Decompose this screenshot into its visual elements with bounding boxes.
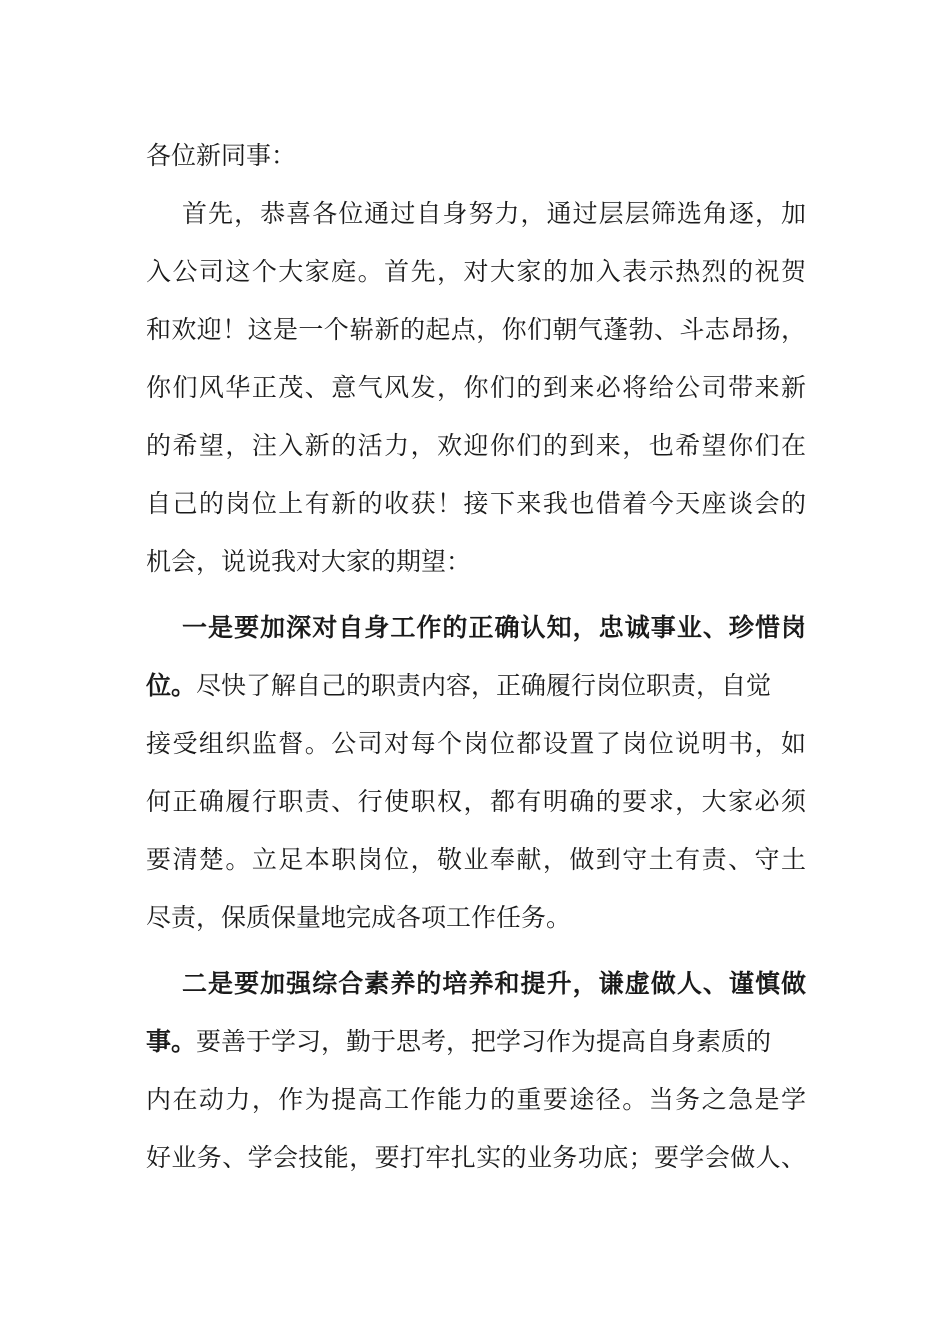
- para2-line-2-text: 尽快了解自己的职责内容，正确履行岗位职责，自觉: [196, 671, 772, 700]
- para2-line-3: 接受组织监督。公司对每个岗位都设置了岗位说明书，如: [146, 729, 806, 758]
- para3-heading-end: 事。: [146, 1027, 197, 1056]
- salutation: 各位新同事：: [146, 141, 297, 170]
- para1-line-5: 的希望，注入新的活力，欢迎你们的到来，也希望你们在: [146, 431, 806, 460]
- para3-heading-line-1: 二是要加强综合素养的培养和提升，谦虚做人、谨慎做: [182, 969, 806, 998]
- para3-line-3: 内在动力，作为提高工作能力的重要途径。当务之急是学: [146, 1085, 806, 1114]
- para1-line-1: 首先，恭喜各位通过自身努力，通过层层筛选角逐，加: [182, 199, 806, 228]
- para2-heading-line-1: 一是要加深对自身工作的正确认知，忠诚事业、珍惜岗: [182, 613, 806, 642]
- para2-line-2: [146, 670, 806, 702]
- para3-line-2-text: 要善于学习，勤于思考，把学习作为提高自身素质的: [196, 1027, 772, 1056]
- para1-line-6: 自己的岗位上有新的收获！接下来我也借着今天座谈会的: [146, 489, 806, 518]
- para1-line-4: 你们风华正茂、意气风发，你们的到来必将给公司带来新: [146, 373, 806, 402]
- para1-line-2: 入公司这个大家庭。首先，对大家的加入表示热烈的祝贺: [146, 257, 806, 286]
- para2-heading-end: 位。: [146, 671, 197, 700]
- para1-line-7: 机会，说说我对大家的期望：: [146, 547, 472, 576]
- para2-line-5: 要清楚。立足本职岗位，敬业奉献，做到守土有责、守土: [146, 845, 806, 874]
- para1-line-3: 和欢迎！这是一个崭新的起点，你们朝气蓬勃、斗志昂扬，: [146, 315, 806, 344]
- para3-line-2: [146, 1026, 806, 1058]
- para2-line-6: 尽责，保质保量地完成各项工作任务。: [146, 903, 572, 932]
- para3-line-4: 好业务、学会技能，要打牢扎实的业务功底；要学会做人、: [146, 1143, 806, 1172]
- para2-line-4: 何正确履行职责、行使职权，都有明确的要求，大家必须: [146, 787, 806, 816]
